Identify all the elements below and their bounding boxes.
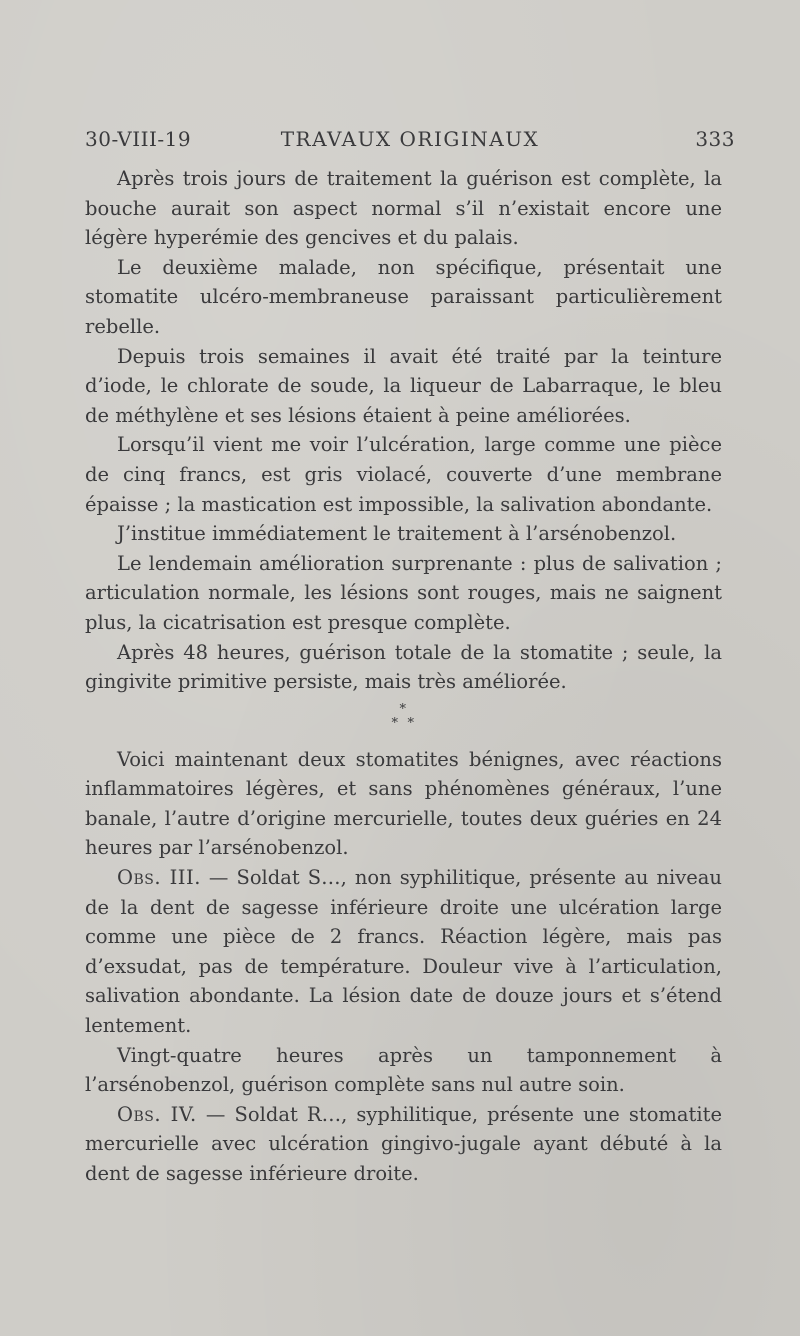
body-text: [85, 164, 722, 1189]
running-head: [85, 127, 735, 153]
asterism-separator: [85, 697, 722, 745]
paragraph: Vingt-quatre heures après un tamponnement à l’arsénobenzol, guérison complète sans nul autre soin.: [85, 1043, 722, 1097]
paragraph: Depuis trois semaines il avait été traité par la teinture d’iode, le chlorate de soude, la liqueur de Labarraque, le bleu de méthylène et ses lésions étaient à peine améliorées.: [85, 344, 722, 427]
running-head-title: TRAVAUX ORIGINAUX: [280, 127, 540, 151]
paragraph: Après 48 heures, guérison totale de la stomatite ; seule, la gingivite primitive persiste, mais très améliorée.: [85, 640, 722, 694]
observation-text: — Soldat S…, non syphilitique, présente au niveau de la dent de sagesse inférieure droite une ulcération large comme une pièce de 2 francs. Réaction légère, mais pas d’exsudat, pas de température. Douleur vive à l’articulation, salivation abondante. La lésion date de douze jours et s’étend lentement.: [85, 866, 722, 1038]
observation-label: Obs. IV.: [117, 1102, 197, 1126]
paragraph: Après trois jours de traitement la guérison est complète, la bouche aurait son aspect normal s’il n’existait encore une légère hyperémie des gencives et du palais.: [85, 167, 722, 250]
asterism-star: *: [391, 715, 398, 731]
observation-paragraph: [85, 863, 722, 1041]
observation-text: — Soldat R…, syphilitique, présente une stomatite mercurielle avec ulcération gingivo-jugale ayant débuté à la dent de sagesse inférieure droite.: [85, 1102, 723, 1185]
observation-label: Obs. III.: [117, 866, 201, 890]
asterism-star: *: [407, 715, 414, 731]
paragraph: J’institue immédiatement le traitement à l’arsénobenzol.: [117, 522, 677, 546]
page-number: 333: [695, 127, 735, 151]
paragraph: Le deuxième malade, non spécifique, présentait une stomatite ulcéro-membraneuse paraissant particulièrement rebelle.: [85, 255, 722, 338]
running-head-date: 30-VIII-19: [85, 127, 192, 151]
paragraph: Lorsqu’il vient me voir l’ulcération, large comme une pièce de cinq francs, est gris violacé, couverte d’une membrane épaisse ; la mastication est impossible, la salivation abondante.: [85, 433, 722, 516]
observation-paragraph: [85, 1100, 722, 1189]
paragraph: Le lendemain amélioration surprenante : plus de salivation ; articulation normale, les lésions sont rouges, mais ne saignent plus, la cicatrisation est presque complète.: [85, 551, 722, 634]
asterism-star: *: [399, 701, 406, 717]
paragraph: Voici maintenant deux stomatites bénignes, avec réactions inflammatoires légères, et sans phénomènes généraux, l’une banale, l’autre d’origine mercurielle, toutes deux guéries en 24 heures par l’arsénobenzol.: [85, 747, 722, 860]
